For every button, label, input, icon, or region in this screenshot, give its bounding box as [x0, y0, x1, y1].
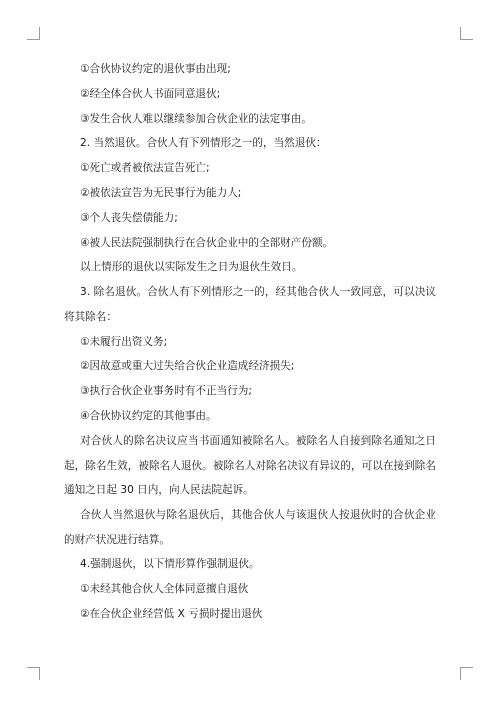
list-item: ③发生合伙人难以继续参加合伙企业的法定事由。 — [80, 112, 312, 125]
paragraph-removal-notice: 对合伙人的除名决议应当书面通知被除名人。被除名人自接到除名通知之日起，除名生效，被除名人退伙。被除名人对除名决议有异议的，可以在接到除名通知之日起 30 日内，向人民法院起诉。 — [64, 434, 436, 497]
section-heading-forced-withdrawal: 4.强制退伙，以下情形算作强制退伙。 — [80, 558, 260, 571]
section-heading-removal: 3. 除名退伙。合伙人有下列情形之一的，经其他合伙人一致同意，可以决议将其除名： — [64, 286, 436, 323]
list-item: ①未经其他合伙人全体同意擅自退伙 — [80, 583, 249, 596]
paragraph-effective-date: 以上情形的退伙以实际发生之日为退伙生效日。 — [80, 261, 303, 274]
crop-mark-bottom-right — [460, 667, 473, 680]
crop-mark-top-right — [460, 27, 473, 40]
list-item: ④合伙协议约定的其他事由。 — [80, 409, 217, 422]
list-item: ②在合伙企业经营低 X 亏损时提出退伙 — [80, 607, 263, 620]
list-item: ②因故意或重大过失给合伙企业造成经济损失; — [80, 360, 295, 373]
list-item: ①未履行出资义务; — [80, 335, 168, 348]
list-item: ④被人民法院强制执行在合伙企业中的全部财产份额。 — [80, 236, 334, 249]
list-item: ①合伙协议约定的退伙事由出现; — [80, 63, 231, 75]
list-item: ①死亡或者被依法宣告死亡; — [80, 162, 210, 175]
crop-mark-top-left — [27, 27, 40, 40]
list-item: ②经全体合伙人书面同意退伙; — [80, 87, 221, 100]
section-heading-natural-withdrawal: 2. 当然退伙。合伙人有下列情形之一的，当然退伙： — [80, 137, 327, 150]
list-item: ③个人丧失偿债能力; — [80, 211, 178, 224]
document-body — [64, 63, 436, 633]
list-item: ②被依法宣告为无民事行为能力人; — [80, 186, 242, 199]
paragraph-settlement: 合伙人当然退伙与除名退伙后，其他合伙人与该退伙人按退伙时的合伙企业的财产状况进行结算。 — [64, 508, 436, 546]
list-item: ③执行合伙企业事务时有不正当行为; — [80, 385, 252, 398]
crop-mark-bottom-left — [27, 667, 40, 680]
